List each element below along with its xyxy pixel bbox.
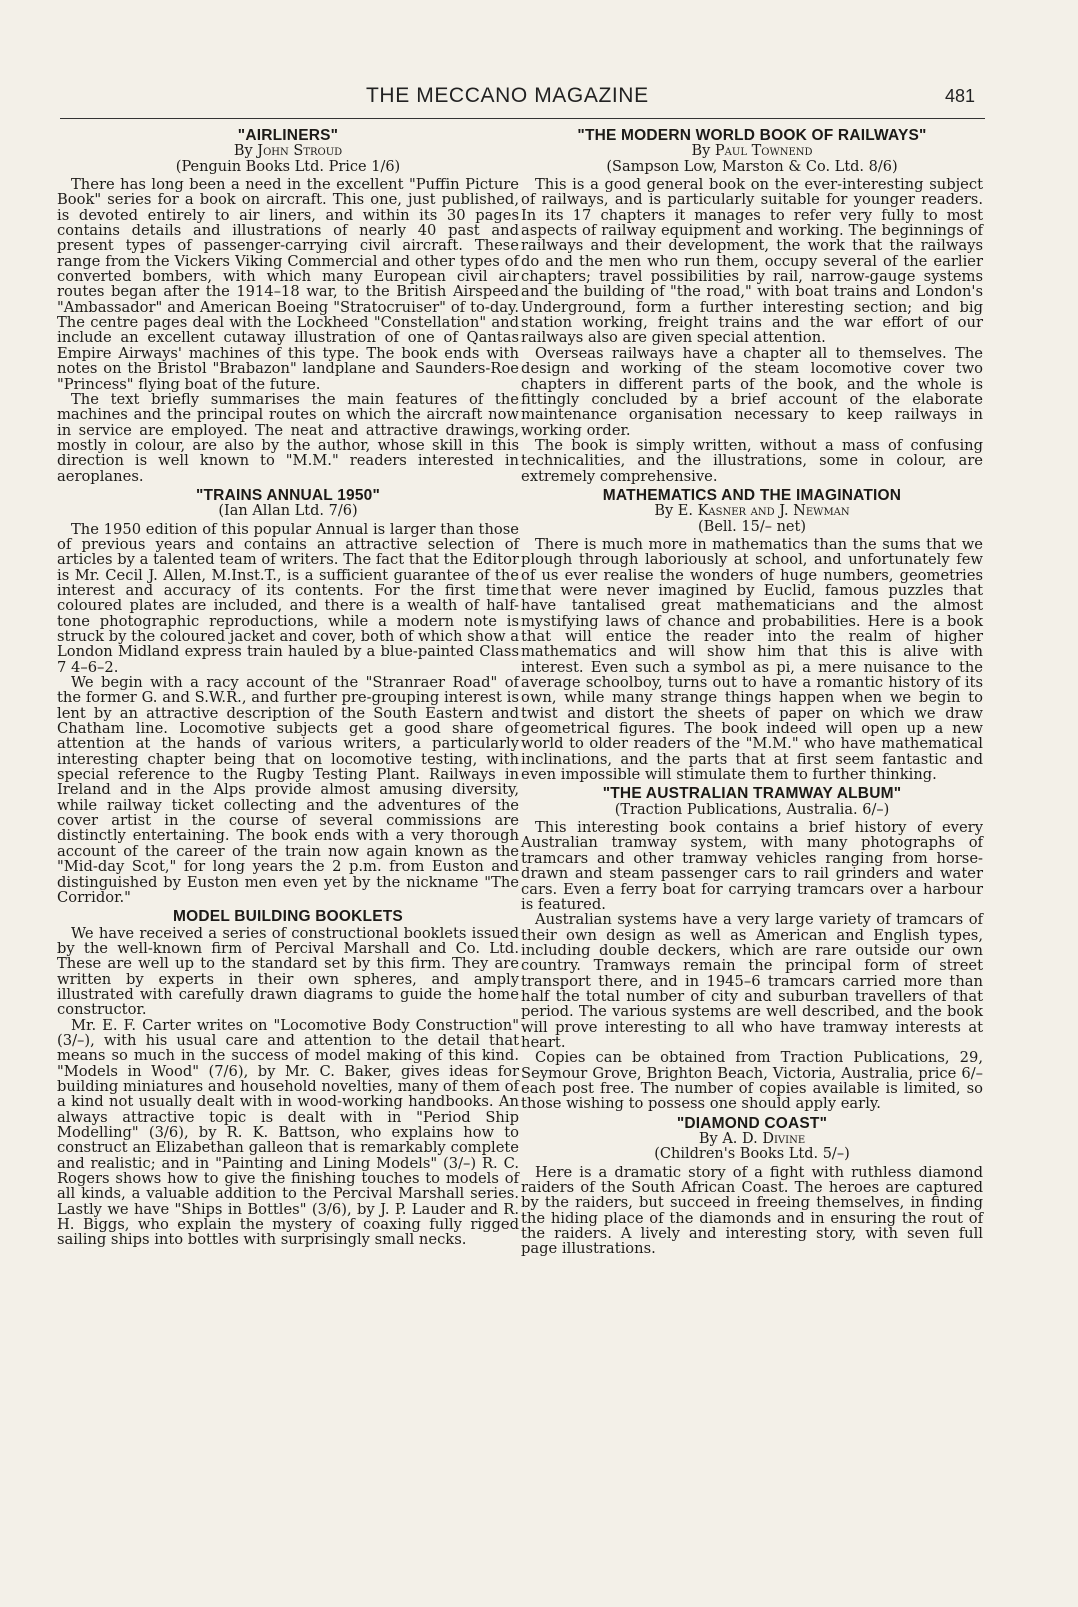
review-paragraph: There has long been a need in the excellent "Puffin Picture Book" series for a book on aircraft. This one, just published, is devoted entirely to air liners, and within its 30 pages contains details and illustrations of nearly 40 past and present types of passenger-carrying civil aircraft. These range from the Vickers Viking Commercial and other types of converted bombers, with which many European civil air routes began after the 1914–18 war, to the British Airspeed "Ambassador" and American Boeing "Stratocruiser" of to-day. The centre pages deal with the Lockheed "Constellation" and include an excellent cutaway illustration of one of Qantas Empire Airways' machines of this type. The book ends with notes on the Bristol "Brabazon" landplane and Saunders-Roe "Princess" flying boat of the future. <box>57 176 519 393</box>
right-column <box>521 128 983 1261</box>
review-section <box>521 1116 983 1257</box>
review-paragraph: The book is simply written, without a mass of confusing technicalities, and the illustrations, some in colour, are extremely comprehensive. <box>521 436 983 485</box>
review-author-line <box>521 504 983 519</box>
review-publisher: (Sampson Low, Marston & Co. Ltd. 8/6) <box>606 158 898 175</box>
review-title: MATHEMATICS AND THE IMAGINATION <box>602 486 902 504</box>
author-prefix: By <box>698 1131 723 1147</box>
author-prefix: By <box>691 143 715 160</box>
review-paragraph: Overseas railways have a chapter all to themselves. The design and working of the steam locomotive cover two chapters in different parts of the book, and the whole is fittingly concluded by a brief account of the elaborate maintenance organisation necessary to keep railways in working order. <box>521 344 983 439</box>
review-author-line <box>57 144 519 159</box>
review-publisher: (Bell. 15/– net) <box>698 518 806 535</box>
header-rule <box>60 118 985 119</box>
review-publisher: (Children's Books Ltd. 5/–) <box>654 1146 850 1163</box>
review-section <box>57 909 519 1248</box>
author-prefix: By <box>233 143 258 160</box>
review-publisher: (Traction Publications, Australia. 6/–) <box>614 801 890 818</box>
review-paragraph: Here is a dramatic story of a fight with ruthless diamond raiders of the South African Coast. The heroes are captured by the raiders, but succeed in freeing themselves, in finding the hiding place of the diamonds and in ensuring the rout of the raiders. A lively and interesting story, with seven full page illustrations. <box>521 1163 983 1258</box>
review-section <box>521 786 983 1111</box>
author-name: A. D. Divine <box>722 1131 806 1147</box>
running-head <box>0 0 1078 120</box>
page-number: 481 <box>945 86 976 106</box>
review-section <box>521 128 983 484</box>
review-paragraph: We have received a series of constructional booklets issued by the well-known firm of Percival Marshall and Co. Ltd. These are well up to the standard set by this firm. They are written by experts in their own spheres, and amply illustrated with carefully drawn diagrams to guide the home constructor. <box>57 924 519 1019</box>
author-prefix: By <box>654 503 678 520</box>
review-author-line <box>521 1132 983 1147</box>
left-column <box>57 128 519 1252</box>
review-title: "THE MODERN WORLD BOOK OF RAILWAYS" <box>577 127 927 144</box>
review-section <box>57 488 519 905</box>
review-title: "AIRLINERS" <box>237 127 339 144</box>
review-publisher: (Ian Allan Ltd. 7/6) <box>218 503 358 520</box>
review-paragraph: We begin with a racy account of the "Stranraer Road" of the former G. and S.W.R., and further pre-grouping interest is lent by an attractive description of the South Eastern and Chatham line. Locomotive subjects get a good share of attention at the hands of various writers, a particularly interesting chapter being that on locomotive testing, with special reference to the Rugby Testing Plant. Railways in Ireland and in the Alps provide almost amusing diversity, while railway ticket collecting and the adventures of the cover artist in the course of several commissions are distinctly entertaining. The book ends with a very thorough account of the career of the train now again known as the "Mid-day Scot," for long years the 2 p.m. from Euston and distinguished by Euston men even yet by the nickname "The Corridor." <box>57 674 519 906</box>
review-section <box>521 488 983 783</box>
author-name: E. Kasner and J. Newman <box>677 503 850 520</box>
review-title: "THE AUSTRALIAN TRAMWAY ALBUM" <box>602 785 902 803</box>
review-paragraph: The text briefly summarises the main features of the machines and the principal routes on which the aircraft now in service are employed. The neat and attractive drawings, mostly in colour, are also by the author, whose skill in this direction is well known to "M.M." readers interested in aeroplanes. <box>57 390 519 485</box>
review-title: "DIAMOND COAST" <box>676 1114 828 1132</box>
review-paragraph: There is much more in mathematics than the sums that we plough through laboriously at school, and unfortunately few of us ever realise the wonders of huge numbers, geometries that were never imagined by Euclid, famous puzzles that have tantalised great mathematicians and the almost mystifying laws of chance and probabilities. Here is a book that will entice the reader into the realm of higher mathematics and will show him that this is alive with interest. Even such a symbol as pi, a mere nuisance to the average schoolboy, turns out to have a romantic history of its own, while many strange things happen when we begin to twist and distort the sheets of paper on which we draw geometrical figures. The book indeed will open up a new world to older readers of the "M.M." who have mathematical inclinations, and the parts that at first seem fantastic and even impossible will stimulate them to further thinking. <box>521 535 983 784</box>
review-paragraph: Mr. E. F. Carter writes on "Locomotive Body Construction" (3/–), with his usual care and attention to the detail that means so much in the success of model making of this kind. "Models in Wood" (7/6), by Mr. C. Baker, gives ideas for building miniatures and household novelties, many of them of a kind not usually dealt with in wood-working handbooks. An always attractive topic is dealt with in "Period Ship Modelling" (3/6), by R. K. Battson, who explains how to construct an Elizabethan galleon that is remarkably complete and realistic; and in "Painting and Lining Models" (3/–) R. C. Rogers shows how to give the finishing touches to models of all kinds, a valuable addition to the Percival Marshall series. Lastly we have "Ships in Bottles" (3/6), by J. P. Lauder and R. H. Biggs, who explain the mystery of coaxing fully rigged sailing ships into bottles with surprisingly small necks. <box>57 1016 519 1249</box>
review-paragraph: Copies can be obtained from Traction Publications, 29, Seymour Grove, Brighton Beach, Victoria, Australia, price 6/– each post free. The number of copies available is limited, so those wishing to possess one should apply early. <box>521 1049 983 1113</box>
review-paragraph: The 1950 edition of this popular Annual is larger than those of previous years and contains an attractive selection of articles by a talented team of writers. The fact that the Editor is Mr. Cecil J. Allen, M.Inst.T., is a sufficient guarantee of the interest and accuracy of its contents. For the first time coloured plates are included, and there is a wealth of half-tone photographic reproductions, while a modern note is struck by the coloured jacket and cover, both of which show a London Midland express train hauled by a blue-painted Class 7 4–6–2. <box>57 520 519 676</box>
author-name: John Stroud <box>257 143 343 160</box>
magazine-title: THE MECCANO MAGAZINE <box>366 84 649 107</box>
review-paragraph: This interesting book contains a brief history of every Australian tramway system, with many photographs of tramcars and other tramway vehicles ranging from horse-drawn and steam passenger cars to rail grinders and water cars. Even a ferry boat for carrying tramcars over a harbour is featured. <box>521 819 983 913</box>
review-paragraph: Australian systems have a very large variety of tramcars of their own design as well as American and English types, including double deckers, which are rare outside our own country. Tramways remain the principal form of street transport there, and in 1945–6 tramcars carried more than half the total number of city and suburban travellers of that period. The various systems are well described, and the book will prove interesting to all who have tramway interests at heart. <box>521 911 983 1051</box>
review-author-line <box>521 144 983 159</box>
author-name: Paul Townend <box>714 143 813 160</box>
review-publisher: (Penguin Books Ltd. Price 1/6) <box>175 158 401 175</box>
review-title: "TRAINS ANNUAL 1950" <box>195 486 381 504</box>
review-title: MODEL BUILDING BOOKLETS <box>173 908 403 926</box>
review-section <box>57 128 519 484</box>
review-paragraph: This is a good general book on the ever-interesting subject of railways, and is particularly suitable for younger readers. In its 17 chapters it manages to refer very fully to most aspects of railway equipment and working. The beginnings of railways and their development, the work that the railways do and the men who run them, occupy several of the earlier chapters; travel possibilities by rail, narrow-gauge systems and the building of "the road," with boat trains and London's Underground, form a further interesting section; and big station working, freight trains and the war effort of our railways also are given special attention. <box>521 176 983 347</box>
